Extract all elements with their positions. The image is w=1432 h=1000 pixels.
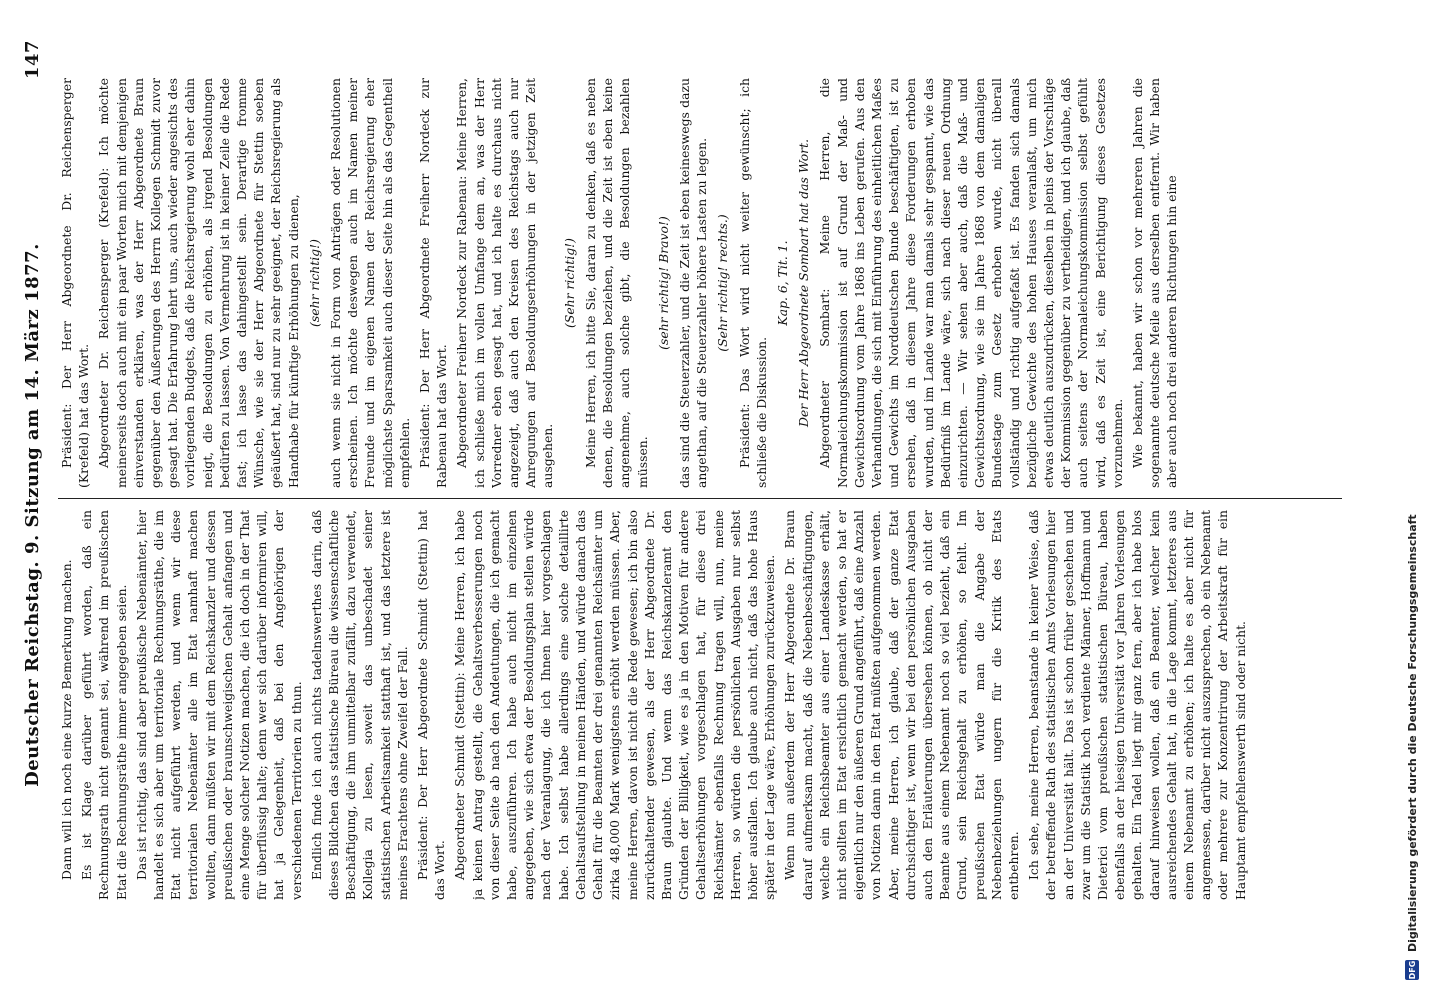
paragraph: Das ist richtig, das sind aber preußische Nebenämter, hier handelt es sich aber um territoriale Rechnungsräthe, die im Etat nicht aufgeführt werden, und wenn wir diese territorialen Nebenämter alle im Etat namhaft machen wollten, dann müßten wir mit dem Reichskanzler und dessen preußischen oder braunschweigischen Gehalt anfangen und eine Menge solcher Notizen machen, die ich doch in der That für überflüssig halte; denn wer sich darüber informiren will, hat ja Gelegenheit, daß bei den Angehörigen der verschiedenen Territorien zu thun. xyxy=(133,510,304,900)
speaker-paragraph: Präsident: Der Herr Abgeordnete Freiherr Nordeck zur Rabenau hat das Wort. xyxy=(417,78,450,488)
paragraph: Dann will ich noch eine kurze Bemerkung machen. xyxy=(59,559,74,880)
interjection: (sehr richtig!) xyxy=(306,239,322,327)
digitization-credit: Digitalisierung gefördert durch die Deutsche Forschungsgemeinschaft xyxy=(1405,514,1419,952)
interjection: (Sehr richtig! rechts.) xyxy=(715,214,731,352)
paragraph: das sind die Steuerzahler, und die Zeit ist eben keineswegs dazu angethan, auf die Steuerzahler höhere Lasten zu legen. xyxy=(676,78,710,488)
paragraph: Meine Herren, ich bitte Sie, daran zu denken, daß es neben denen, die Besoldungen beziehen, und die Zeit ist eben keine angenehme, auch solche gibt, die Besoldungen bezahlen müssen. xyxy=(582,78,650,488)
speaker-paragraph: Abgeordneter Dr. Reichensperger (Krefeld): Ich möchte meinerseits doch auch mit ein paar Worten mich mit demjenigen einverstanden erklären, was der Herr Abgeordnete Braun gegenüber den Äußerungen des Herrn Kollegen Schmidt zuvor gesagt hat. Die Erfahrung lehrt uns, auch wieder angesichts des vorliegenden Budgets, daß die Reichsregierung wohl eher dahin neigt, die Besoldungen zu erhöhen, als irgend Besoldungen bedürfen zu lassen. Von Vermehrung ist in keiner Zeile die Rede fast; ich lasse das dahingestellt sein. Derartige fromme Wünsche, wie sie der Herr Abgeordnete für Stettin soeben geäußert hat, sind nur zu sehr geeignet, der Reichsregierung als Handhabe für künftige Erhöhungen zu dienen, xyxy=(96,78,301,488)
interjection: (Sehr richtig!) xyxy=(561,238,577,328)
dfg-logo-icon: DFG xyxy=(1405,960,1419,980)
speaker-paragraph: Der Herr Abgeordnete Sombart hat das Wort. xyxy=(796,138,812,428)
speaker-paragraph: Abgeordneter Sombart: Meine Herren, die Normaleichungskommission ist auf Grund der Maß- und Gewichtsordnung vom Jahre 1868 ins Leben gerufen. Aus den Verhandlungen, die sich mit Einführung des einheitlichen Maßes und Gewichts im Norddeutschen Bunde beschäftigten, ist zu ersehen, daß in diesem Jahre diese Forderungen erhoben wurden, und im Lande war man damals sehr gespannt, wie das Bedürfniß im Lande wäre, sich nach dieser neuen Ordnung einzurichten. — Wir sehen aber auch, daß die Maß- und Gewichtsordnung, wie sie im Jahre 1868 von dem damaligen Bundestage zum Gesetz erhoben wurde, nicht überall vollständig und richtig aufgefaßt ist. Es fanden sich damals bezügliche Gewichte des hohen Hauses veranlaßt, um mich etwas deutlich auszudrücken, dieselben in plenis der Vorschläge der Kommission gegenüber zu vertheidigen, und ich glaube, daß auch seitens der Normaleichungskommission selbst gefühlt wird, daß es Zeit ist, eine Berichtigung dieses Gesetzes vorzunehmen. xyxy=(817,78,1125,488)
paragraph: Wie bekannt, haben wir schon vor mehreren Jahren die sogenannte deutsche Meile aus derselben entfernt. Wir haben aber auch noch drei anderen Richtungen hin eine xyxy=(1129,78,1180,488)
speaker-paragraph: Abgeordneter Schmidt (Stettin): Meine Herren, ich habe ja keinen Antrag gestellt, die Gehaltsverbesserungen noch von dieser Seite ab nach den Andeutungen, die ich gemacht habe, auszuführen. Ich habe auch nicht im einzelnen angegeben, wie sich etwa der Besoldungsplan stellen würde nach der Veranlagung, die ich Ihnen hier vorgeschlagen habe. Ich selbst habe allerdings eine solche detaillirte Gehaltsaufstellung in meinen Händen, und würde danach das Gehalt für die Beamten der drei genannten Reichsämter um zirka 48,000 Mark wenigstens erhöht werden müssen. Aber, meine Herren, davon ist nicht die Rede gewesen; ich bin also zurückhaltender gewesen, als der Herr Abgeordnete Dr. Braun glaubte. Und wenn das Reichskanzleramt den Gründen der Billigkeit, wie es ja in den Motiven für andere Gehaltserhöhungen vorgeschlagen hat, für diese drei Reichsämter ebenfalls Rechnung tragen will, nun, meine Herren, so würden die persönlichen Ausgaben nur selbst höher ausfallen. Ich glaube auch nicht, daß das hohe Haus später in der Lage wäre, Erhöhungen zurückzuweisen. xyxy=(452,510,778,900)
paragraph: Ich sehe, meine Herren, beanstande in keiner Weise, daß der betreffende Rath des statistischen Amts Vorlesungen hier an der Universität hält. Das ist schon früher geschehen und zwar um die Statistik hoch verdiente Männer, Hoffmann und Dieterici vom preußischen statistischen Büreau, haben ebenfalls an der hiesigen Universität vor Jahren Vorlesungen gehalten. Ein Tadel liegt mir ganz fern, aber ich habe blos darauf hinweisen wollen, daß ein Beamter, welcher kein ausreichendes Gehalt hat, in die Lage kommt, letzteres aus einem Nebenamt zu erhöhen; ich halte es aber nicht für angemessen, darüber nicht auszusprechen, ob ein Nebenamt oder mehrere zur Konzentrirung der Arbeitskraft für ein Hauptamt empfehlenswerth sind oder nicht. xyxy=(1026,510,1248,900)
section-reference: Kap. 6, Tit. 1. xyxy=(774,240,790,326)
left-column xyxy=(58,510,1342,900)
speaker-paragraph: Präsident: Der Herr Abgeordnete Schmidt (Stettin) hat das Wort. xyxy=(415,510,448,900)
paragraph: Es ist Klage darüber geführt worden, daß ein Rechnungsrath nicht genannt sei, während im preußischen Etat die Rechnungsräthe immer angegeben seien. xyxy=(79,510,129,900)
paragraph: Wenn nun außerdem der Herr Abgeordnete Dr. Braun darauf aufmerksam macht, daß die Nebenbeschäftigungen, welche ein Reichsbeamter aus einer Landeskasse erhält, nicht sollten im Etat ersichtlich gemacht werden, so hat er eigentlich nur den äußeren Grund angeführt, daß eine Anzahl von Notizen dann in den Etat müßten aufgenommen werden. Aber, meine Herren, ich glaube, daß der ganze Etat durchsichtiger ist, wenn wir bei den persönlichen Ausgaben auch den Erläuterungen übersehen können, ob nicht der Beamte aus einem Nebenamt noch so viel bezieht, daß ein Grund, sein Reichsgehalt zu erhöhen, so fehlt. Im preußischen Etat würde man die Angabe der Nebenbeziehungen ungern für die Kritik des Etats entbehren. xyxy=(782,510,1021,900)
speaker-paragraph: Präsident: Der Herr Abgeordnete Dr. Reichensperger (Krefeld) hat das Wort. xyxy=(59,78,92,488)
page-title: Deutscher Reichstag. 9. Sitzung am 14. März 1877. xyxy=(21,243,43,787)
page-header xyxy=(12,40,52,930)
interjection: (sehr richtig! Bravo!) xyxy=(655,216,671,350)
paragraph: Endlich finde ich auch nichts tadelnswerthes darin, daß dieses Bildchen das statistische Büreau die wissenschaftliche Beschäftigung, die ihm unmittelbar zufällt, dazu verwendet, Kollegia zu lesen, soweit das unbeschadet seiner statistischen Arbeitsamkeit statthaft ist, und das letztere ist meines Erachtens ohne Zweifel der Fall. xyxy=(308,510,410,900)
digitization-footer xyxy=(1400,20,1424,980)
column-divider xyxy=(58,498,1342,499)
paragraph: auch wenn sie nicht in Form von Anträgen oder Resolutionen erscheinen. Ich möchte deswegen auch im Namen meiner Freunde und im eigenen Namen der Reichsregierung eher möglichste Sparsamkeit auch dieser Seite hin als das Gegentheil empfehlen. xyxy=(328,78,412,488)
speaker-paragraph: Präsident: Das Wort wird nicht weiter gewünscht; ich schließe die Diskussion. xyxy=(736,78,769,488)
right-column xyxy=(58,78,1342,488)
speaker-paragraph: Abgeordneter Freiherr Nordeck zur Rabenau: Meine Herren, ich schließe mich im vollen Umfange dem an, was der Herr Vorredner eben gesagt hat, und ich halte es durchaus nicht angezeigt, daß auch den Kreisen des Reichstags auch nur Anregungen auf Besoldungserhöhungen in der jetzigen Zeit ausgehen. xyxy=(454,78,556,488)
page-number: 147 xyxy=(21,40,43,80)
